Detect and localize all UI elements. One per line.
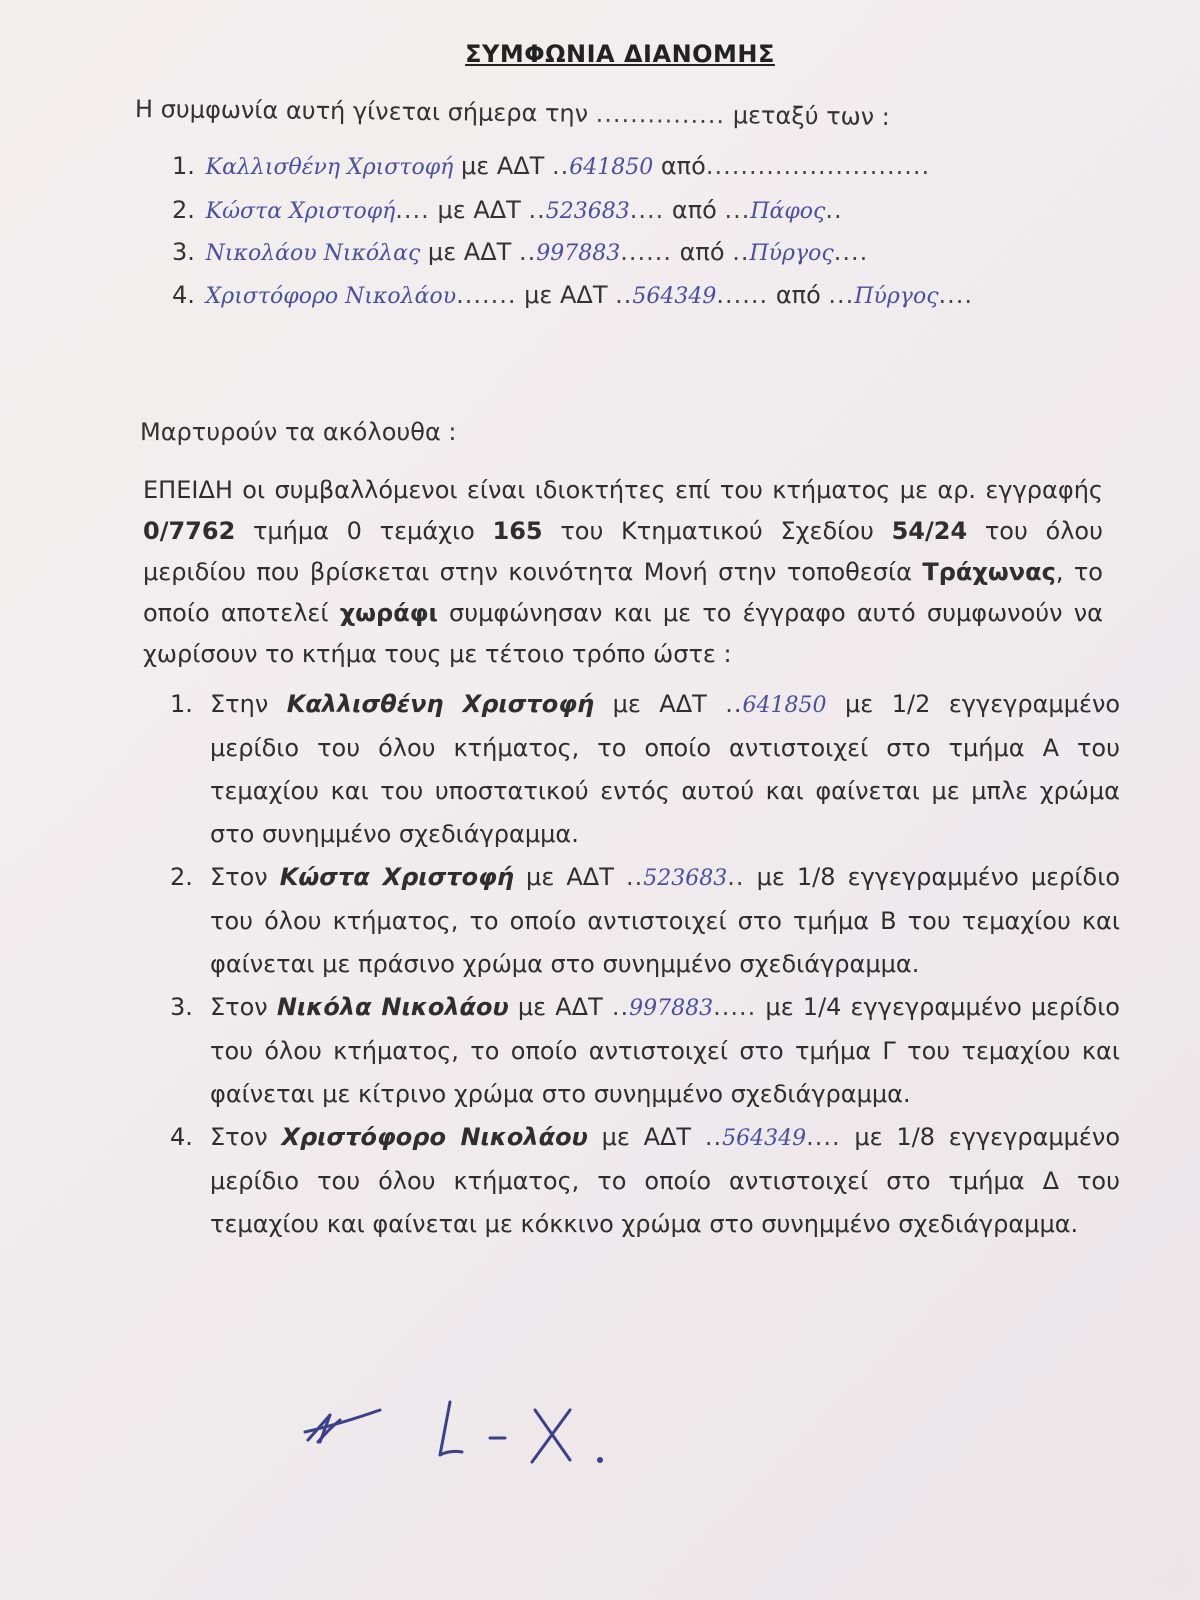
para-text: του όλου μεριδίου που βρίσκεται στην κοινότητα Μονή στην τοποθεσία (143, 517, 1104, 586)
allocation-item: 1. Στην Καλλισθένη Χριστοφή με ΑΔΤ ..641850 με 1/2 εγγεγραμμένο μερίδιο του όλου κτήματος, το οποίο αντιστοιχεί στο τμήμα Α του τεμαχίου και του υποστατικού εντός αυτού και φαίνεται με μπλε χρώμα στο συνημμένο σχεδιάγραμμα. (170, 683, 1120, 856)
owner-name: Κώστα Χριστοφή (279, 863, 514, 891)
party-from-handwritten: Πάφος (750, 199, 826, 224)
owner-name: Νικόλα Νικολάου (276, 993, 509, 1021)
plan-number: 54/24 (891, 517, 968, 545)
party-line-4: 4. Χριστόφορο Νικολάου....... με ΑΔΤ ..564349...... από ...Πύργος.... (172, 281, 974, 309)
party-adt-label: με ΑΔΤ (460, 152, 545, 180)
item-text: με ΑΔΤ (587, 1123, 705, 1151)
item-text: Στον (210, 1123, 282, 1151)
party-line-3: 3. Νικολάου Νικόλας με ΑΔΤ ..997883...... από ..Πύργος.... (172, 238, 869, 266)
intro-text-before: Η συμφωνία αυτή γίνεται σήμερα την (134, 95, 589, 128)
handwritten-signature (300, 1380, 640, 1490)
party-line-1: 1. Καλλισθένη Χριστοφή με ΑΔΤ ..641850 από.......................... (172, 152, 931, 180)
adt-handwritten: 997883 (629, 996, 714, 1021)
item-text: με 1/2 εγγεγραμμένο μερίδιο του όλου κτήματος, το οποίο αντιστοιχεί στο τμήμα Α του τεμαχίου και του υποστατικού εντός αυτού και φαίνεται με μπλε χρώμα στο συνημμένο σχεδιάγραμμα. (210, 690, 1121, 848)
intro-line (135, 95, 890, 131)
land-type: χωράφι (339, 599, 438, 627)
item-text: με ΑΔΤ (513, 863, 626, 891)
intro-date-dots: ............... (595, 99, 726, 130)
allocation-item: 3. Στον Νικόλα Νικολάου με ΑΔΤ ..997883..... με 1/4 εγγεγραμμένο μερίδιο του όλου κτήματος, το οποίο αντιστοιχεί στο τμήμα Γ του τεμαχίου και φαίνεται με κίτρινο χρώμα στο συνημμένο σχεδιάγραμμα. (170, 986, 1120, 1116)
intro-text-after: μεταξύ των : (732, 101, 890, 131)
allocation-item: 4. Στον Χριστόφορο Νικολάου με ΑΔΤ ..564349.... με 1/8 εγγεγραμμένο μερίδιο του όλου κτήματος, το οποίο αντιστοιχεί στο τμήμα Δ του τεμαχίου και φαίνεται με κόκκινο χρώμα στο συνημμένο σχεδιάγραμμα. (170, 1116, 1120, 1246)
para-text: τμήμα 0 τεμάχιο (235, 517, 493, 545)
party-number: 1. (172, 152, 195, 180)
party-name-handwritten: Καλλισθένη Χριστοφή (205, 155, 454, 180)
item-text: με ΑΔΤ (508, 993, 612, 1021)
owner-name: Καλλισθένη Χριστοφή (286, 690, 595, 718)
witness-heading: Μαρτυρούν τα ακόλουθα : (140, 418, 457, 446)
recital-paragraph (143, 470, 1103, 675)
item-text: Στην (210, 690, 287, 718)
para-text: του Κτηματικού Σχεδίου (542, 517, 892, 545)
party-line-2: 2. Κώστα Χριστοφή.... με ΑΔΤ ..523683.... από ...Πάφος.. (172, 196, 843, 224)
item-text: Στον (210, 993, 277, 1021)
owner-name: Χριστόφορο Νικολάου (281, 1123, 588, 1151)
document-title: ΣΥΜΦΩΝΙΑ ΔΙΑΝΟΜΗΣ (465, 40, 775, 68)
registration-number: 0/7762 (143, 517, 236, 545)
item-number: 1. (170, 690, 193, 718)
allocation-item: 2. Στον Κώστα Χριστοφή με ΑΔΤ ..523683.. με 1/8 εγγεγραμμένο μερίδιο του όλου κτήματος, το οποίο αντιστοιχεί στο τμήμα Β του τεμαχίου και φαίνεται με πράσινο χρώμα στο συνημμένο σχεδιάγραμμα. (170, 856, 1120, 986)
allocation-list (170, 683, 1120, 1246)
party-from-label: από (671, 196, 717, 224)
item-text: Στον (210, 863, 280, 891)
locality-name: Τράχωνας (922, 558, 1056, 586)
party-adt-handwritten: 641850 (569, 155, 654, 180)
party-name-handwritten: Νικολάου Νικόλας (205, 241, 421, 266)
adt-handwritten: 523683 (643, 866, 728, 891)
adt-handwritten: 564349 (722, 1126, 807, 1151)
item-number: 2. (170, 863, 193, 891)
party-from-handwritten: Πύργος (854, 284, 939, 309)
plot-number: 165 (492, 517, 543, 545)
item-number: 4. (170, 1123, 193, 1151)
item-text: με 1/4 εγγεγραμμένο μερίδιο του όλου κτήματος, το οποίο αντιστοιχεί στο τμήμα Γ του τεμαχίου και φαίνεται με κίτρινο χρώμα στο συνημμένο σχεδιάγραμμα. (210, 993, 1120, 1108)
para-text: ΕΠΕΙΔΗ οι συμβαλλόμενοι είναι ιδιοκτήτες επί του κτήματος με αρ. εγγραφής (143, 476, 1103, 504)
adt-handwritten: 641850 (742, 693, 827, 718)
party-adt-handwritten: 997883 (536, 241, 621, 266)
para-text: , το οποίο αποτελεί (143, 558, 1103, 627)
party-adt-handwritten: 564349 (632, 284, 717, 309)
item-text: με ΑΔΤ (594, 690, 726, 718)
item-text: με 1/8 εγγεγραμμένο μερίδιο του όλου κτήματος, το οποίο αντιστοιχεί στο τμήμα Β του τεμαχίου και φαίνεται με πράσινο χρώμα στο συνημμένο σχεδιάγραμμα. (210, 863, 1120, 978)
signature-icon (300, 1380, 640, 1490)
party-number: 3. (172, 238, 195, 266)
party-adt-handwritten: 523683 (545, 199, 630, 224)
party-from-label: από (679, 238, 725, 266)
party-from-label: από (660, 152, 706, 180)
party-name-handwritten: Κώστα Χριστοφή (205, 199, 396, 224)
party-from-handwritten: Πύργος (749, 241, 834, 266)
party-adt-label: με ΑΔΤ (437, 196, 521, 224)
item-text: με 1/8 εγγεγραμμένο μερίδιο του όλου κτήματος, το οποίο αντιστοιχεί στο τμήμα Δ του τεμαχίου και φαίνεται με κόκκινο χρώμα στο συνημμένο σχεδιάγραμμα. (210, 1123, 1120, 1238)
party-adt-label: με ΑΔΤ (524, 281, 608, 309)
party-adt-label: με ΑΔΤ (427, 238, 512, 266)
para-text: συμφώνησαν και με το έγγραφο αυτό συμφωνούν να χωρίσουν το κτήμα τους με τέτοιο τρόπο ώστε : (143, 599, 1103, 668)
party-number: 2. (172, 196, 195, 224)
party-from-label: από (775, 281, 821, 309)
party-number: 4. (172, 281, 195, 309)
party-name-handwritten: Χριστόφορο Νικολάου (205, 284, 457, 309)
item-number: 3. (170, 993, 193, 1021)
